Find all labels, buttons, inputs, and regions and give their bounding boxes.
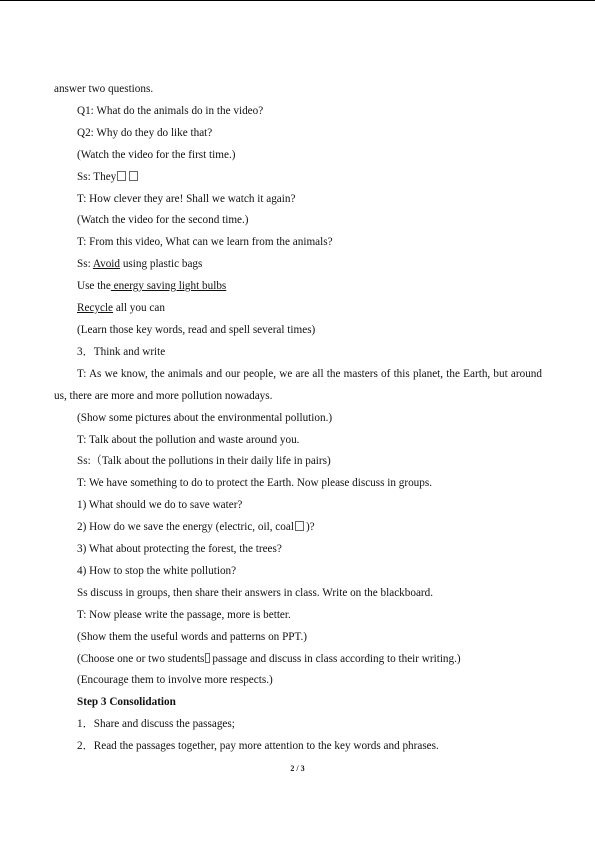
- text-span: Use the: [77, 280, 111, 293]
- question-2: Q2: Why do they do like that?: [77, 126, 213, 139]
- key-word: energy saving light bulbs: [110, 280, 227, 293]
- text-span: using plastic bags: [120, 258, 203, 271]
- list-item: 3) What about protecting the forest, the trees?: [77, 543, 282, 556]
- text-span: all you can: [113, 302, 165, 315]
- list-item: 2．Read the passages together, pay more attention to the key words and phrases.: [77, 740, 439, 753]
- text-span: passage and discuss in class according to their writing.): [212, 652, 461, 665]
- list-item: 1) What should we do to save water?: [77, 499, 243, 512]
- text-line: Ss discuss in groups, then share their answers in class. Write on the blackboard.: [77, 586, 434, 599]
- text-line: T: Now please write the passage, more is better.: [77, 608, 291, 621]
- text-span: 2) How do we save the energy (electric, oil, coal: [77, 521, 294, 534]
- text-line: (Watch the video for the second time.): [77, 214, 249, 227]
- text-span: (Choose one or two students: [77, 652, 205, 665]
- text-line: (Show them the useful words and patterns on PPT.): [77, 630, 308, 643]
- text-line: (Learn those key words, read and spell several times): [77, 323, 316, 336]
- text-span: Ss: They: [77, 170, 117, 183]
- header-rule: [0, 0, 595, 1]
- section-heading: 3．Think and write: [77, 345, 166, 358]
- text-span: Ss:: [77, 258, 93, 271]
- missing-glyph-icon: [295, 521, 304, 531]
- text-line: [54, 298, 542, 320]
- text-line: T: From this video, What can we learn from the animals?: [77, 236, 333, 249]
- step-heading: Step 3 Consolidation: [77, 696, 176, 709]
- key-word: Recycle: [77, 302, 114, 315]
- text-line: [54, 276, 542, 298]
- text-line: T: How clever they are! Shall we watch it again?: [77, 192, 296, 205]
- text-line: T: Talk about the pollution and waste around you.: [77, 433, 300, 446]
- page-number: 2 / 3: [290, 764, 305, 773]
- text-span: )?: [305, 521, 315, 534]
- text-line: Ss:（Talk about the pollutions in their daily life in pairs): [77, 455, 331, 468]
- question-1: Q1: What do the animals do in the video?: [77, 104, 264, 117]
- missing-glyph-icon: [129, 171, 138, 181]
- text-line: (Encourage them to involve more respects.): [77, 674, 273, 687]
- missing-glyph-icon: [205, 653, 210, 663]
- text-line: (Show some pictures about the environmental pollution.): [77, 411, 333, 424]
- key-word: Avoid: [92, 258, 121, 271]
- text-line: [54, 649, 542, 671]
- text-line: T: We have something to do to protect the Earth. Now please discuss in groups.: [77, 477, 433, 490]
- text-line: answer two questions.: [54, 83, 154, 95]
- paragraph: T: As we know, the animals and our people, we are all the masters of this planet, the Earth, but around us, there are more and more pollution nowadays.: [54, 367, 542, 402]
- missing-glyph-icon: [117, 171, 126, 181]
- document-body: [54, 79, 542, 758]
- text-line: [54, 167, 542, 189]
- list-item: 4) How to stop the white pollution?: [77, 564, 237, 577]
- list-item: 1．Share and discuss the passages;: [77, 718, 235, 731]
- text-line: (Watch the video for the first time.): [77, 148, 236, 161]
- text-line: [54, 254, 542, 276]
- list-item: [54, 517, 542, 539]
